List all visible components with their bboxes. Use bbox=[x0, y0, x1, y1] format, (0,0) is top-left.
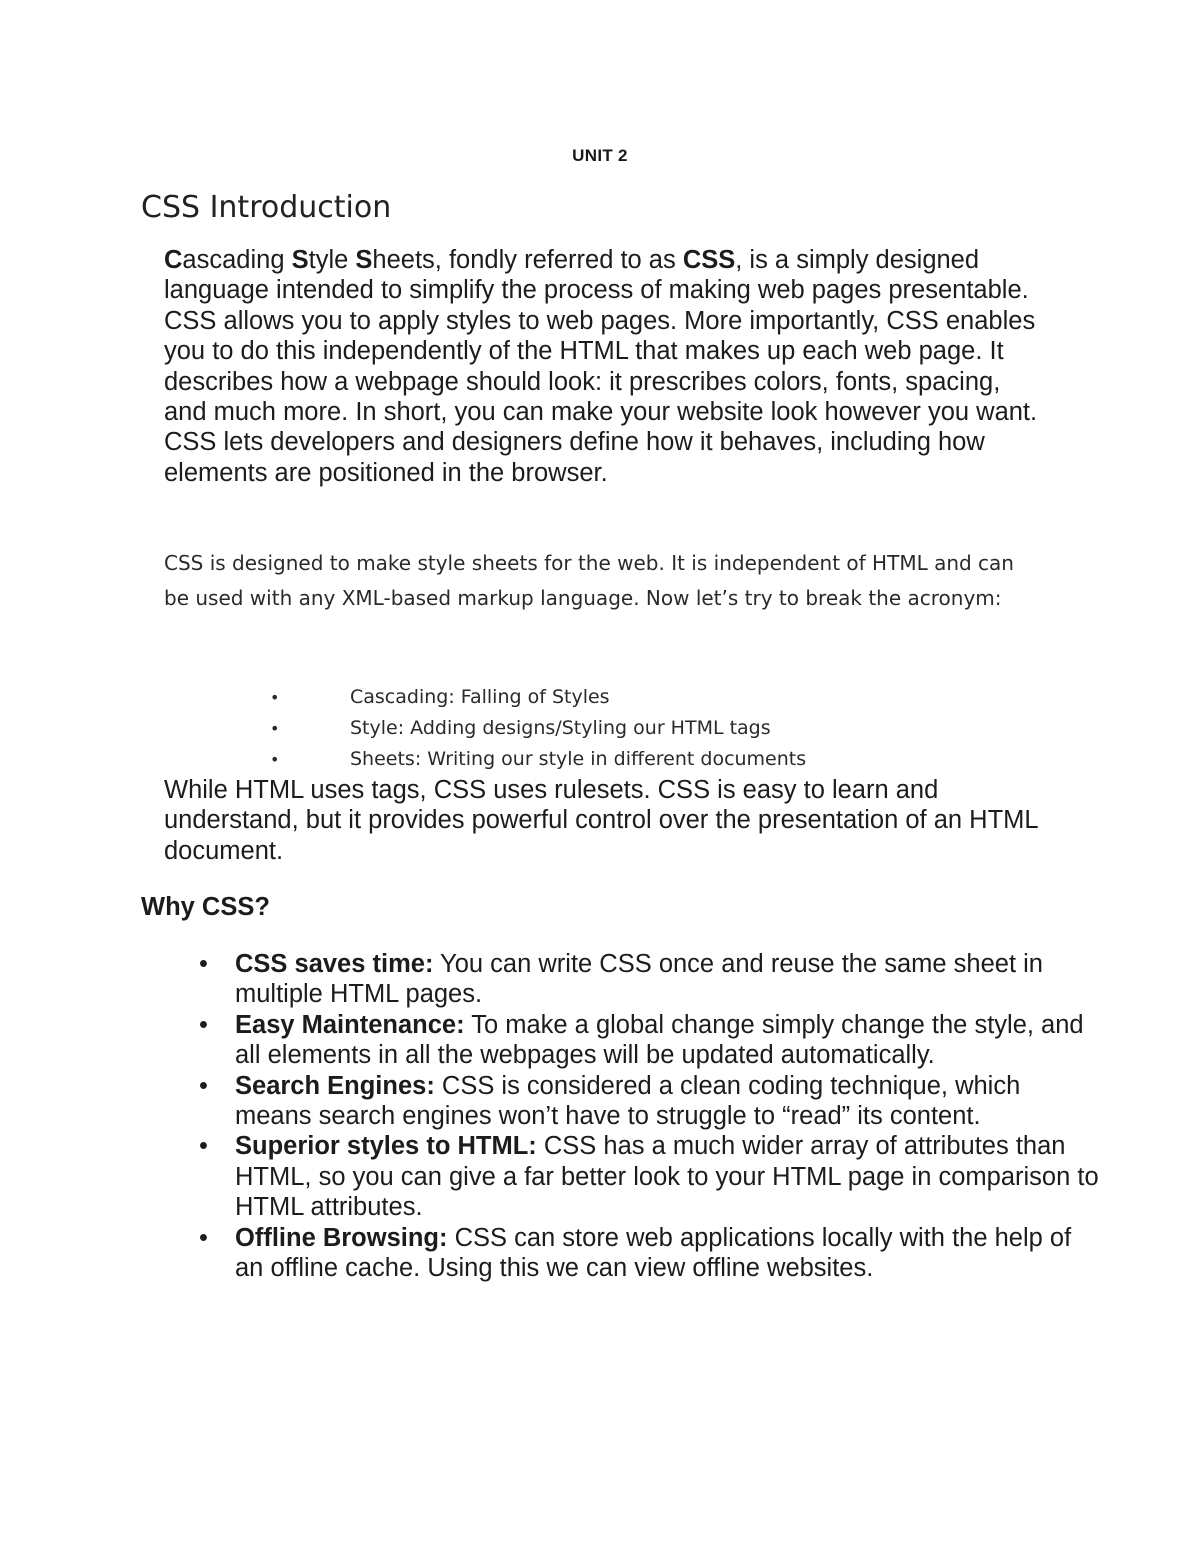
bullet-icon: • bbox=[199, 1132, 208, 1161]
design-paragraph: CSS is designed to make style sheets for the web. It is independent of HTML and can be used with any XML-based markup language. Now let’s try to break the acronym: bbox=[164, 551, 1014, 610]
acronym-item-text: Cascading: Falling of Styles bbox=[350, 686, 610, 708]
bullet-icon: • bbox=[270, 719, 280, 738]
acronym-item-text: Sheets: Writing our style in different documents bbox=[350, 748, 807, 770]
list-item bbox=[164, 713, 1024, 744]
bullet-icon: • bbox=[270, 688, 280, 707]
list-item bbox=[164, 744, 1024, 775]
bullet-icon: • bbox=[270, 750, 280, 769]
intro-bold-s2: S bbox=[355, 246, 373, 274]
intro-bold-c: C bbox=[164, 246, 183, 274]
intro-paragraph bbox=[164, 245, 1044, 488]
why-item-text: To make a global change simply change the style, and all elements in all the webpages will be updated automatically. bbox=[235, 1010, 1084, 1070]
intro-text-1: ascading bbox=[182, 246, 292, 274]
why-item-title: Offline Browsing: bbox=[235, 1223, 448, 1252]
bullet-icon: • bbox=[199, 1071, 208, 1100]
acronym-list bbox=[164, 682, 1024, 775]
list-item bbox=[199, 1223, 1099, 1284]
bullet-icon: • bbox=[199, 1010, 208, 1039]
why-css-list bbox=[199, 949, 1099, 1283]
why-item-text: CSS can store web applications locally with the help of an offline cache. Using this we can view offline websites. bbox=[235, 1223, 1072, 1283]
why-item-title: Superior styles to HTML: bbox=[235, 1132, 537, 1161]
intro-text-4: , is a simply designed language intended to simplify the process of making web pages presentable. CSS allows you to apply styles to web pages. More importantly, CSS enables you to do this independently of the HTML that makes up each web page. It describes how a webpage should look: it prescribes colors, fonts, spacing, and much more. In short, you can make your website look however you want. CSS lets developers and designers define how it behaves, including how elements are positioned in the browser. bbox=[164, 246, 1038, 487]
unit-heading: UNIT 2 bbox=[572, 146, 628, 165]
section-title: CSS Introduction bbox=[141, 190, 392, 225]
rules-paragraph: While HTML uses tags, CSS uses rulesets. CSS is easy to learn and understand, but it provides powerful control over the presentation of an HTML document. bbox=[164, 776, 1038, 865]
bullet-icon: • bbox=[199, 950, 208, 978]
why-item-text: CSS has a much wider array of attributes than HTML, so you can give a far better look to your HTML page in comparison to HTML attributes. bbox=[235, 1132, 1099, 1222]
list-item bbox=[164, 682, 1024, 713]
intro-text-3: heets, fondly referred to as bbox=[372, 246, 683, 274]
why-item-title: CSS saves time: bbox=[235, 950, 434, 978]
why-css-heading: Why CSS? bbox=[141, 893, 270, 921]
acronym-item-text: Style: Adding designs/Styling our HTML tags bbox=[350, 717, 771, 739]
bullet-icon: • bbox=[199, 1223, 208, 1252]
intro-bold-s1: S bbox=[291, 246, 309, 274]
list-item bbox=[199, 1071, 1099, 1132]
why-item-title: Search Engines: bbox=[235, 1071, 435, 1100]
why-item-title: Easy Maintenance: bbox=[235, 1010, 465, 1039]
intro-text-2: tyle bbox=[308, 246, 356, 274]
list-item bbox=[199, 1131, 1099, 1222]
intro-bold-css: CSS bbox=[682, 246, 736, 274]
why-item-text: CSS is considered a clean coding technique, which means search engines won’t have to struggle to “read” its content. bbox=[235, 1071, 1021, 1131]
list-item bbox=[199, 1010, 1099, 1071]
list-item bbox=[199, 949, 1099, 1010]
why-item-text: You can write CSS once and reuse the same sheet in multiple HTML pages. bbox=[235, 950, 1043, 1009]
